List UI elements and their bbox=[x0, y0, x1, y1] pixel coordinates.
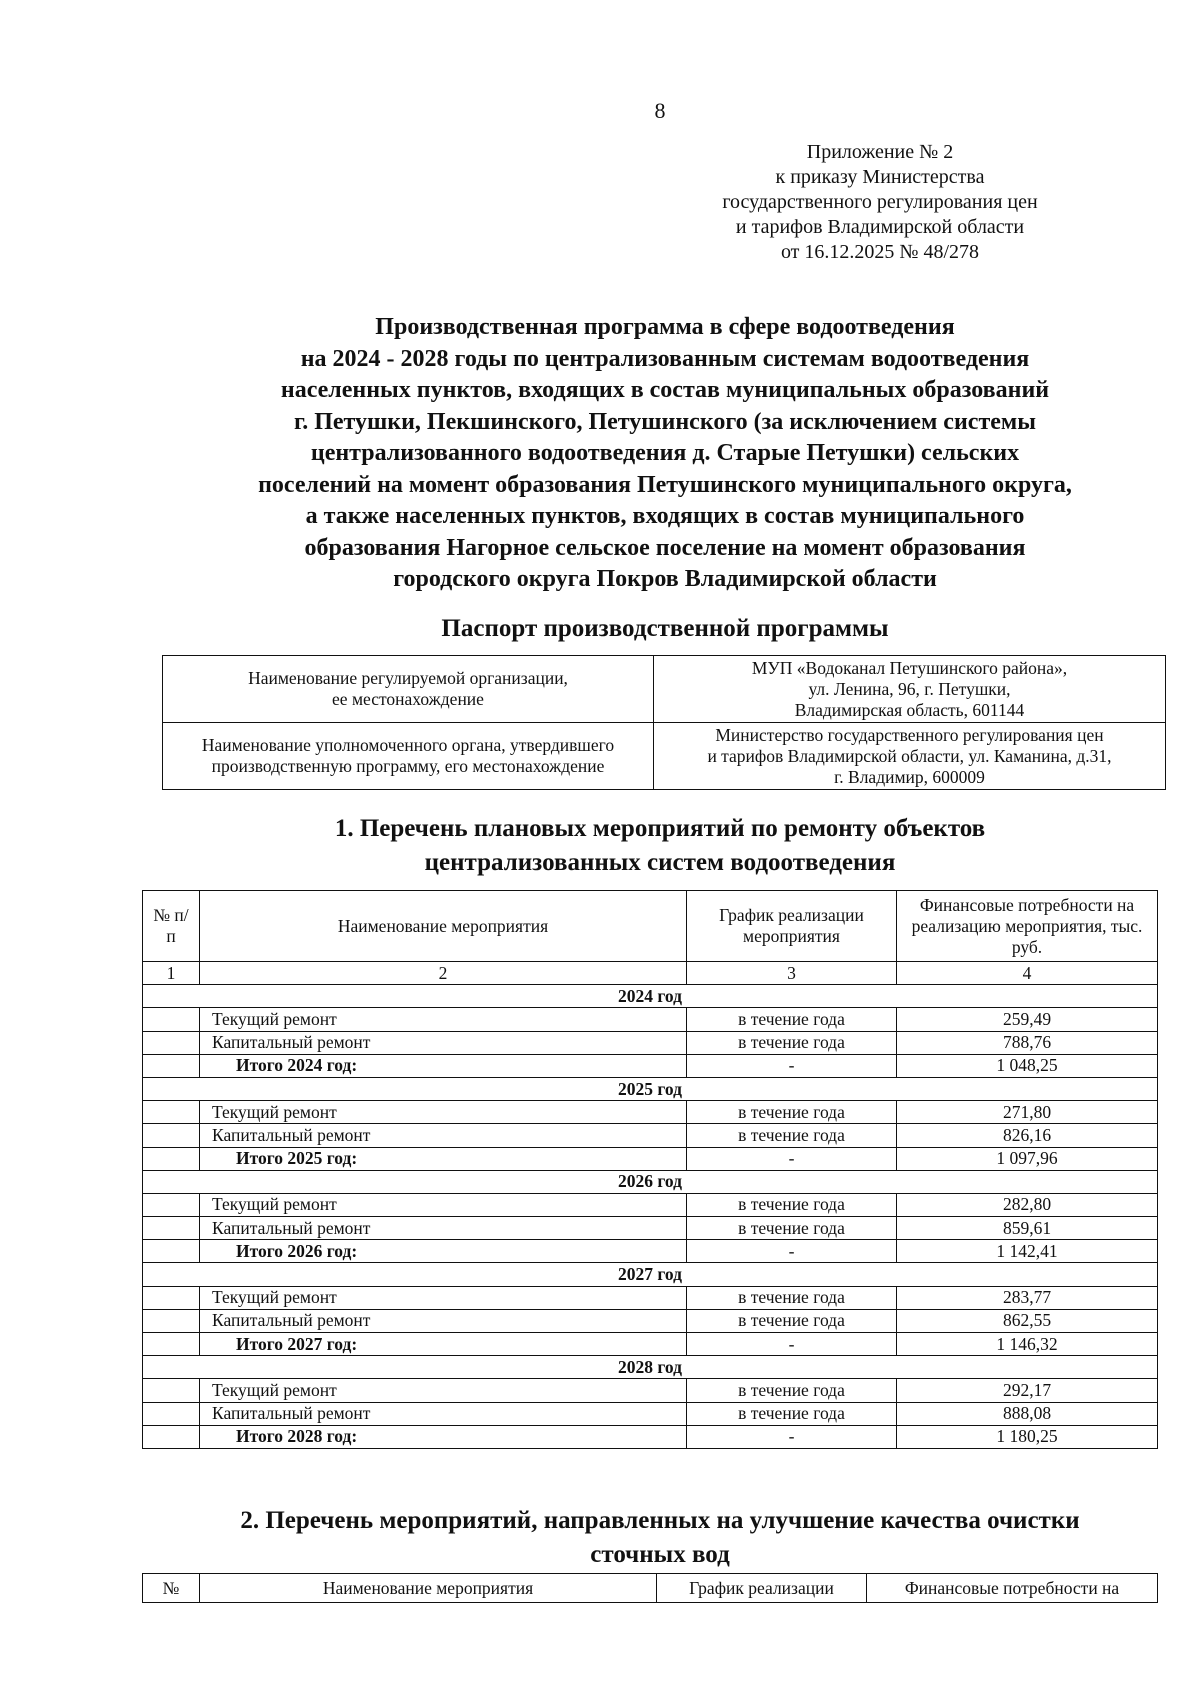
measure-name: Текущий ремонт bbox=[200, 1379, 687, 1402]
passport-row bbox=[163, 656, 1166, 723]
passport-value bbox=[654, 723, 1166, 790]
passport-label bbox=[163, 656, 654, 723]
table-row bbox=[143, 1008, 1158, 1031]
column-number: 3 bbox=[687, 962, 897, 985]
measure-amount: 282,80 bbox=[897, 1193, 1158, 1216]
measure-name: Текущий ремонт bbox=[200, 1286, 687, 1309]
table-row bbox=[143, 1402, 1158, 1425]
passport-title: Паспорт производственной программы bbox=[441, 615, 889, 642]
measure-schedule: в течение года bbox=[687, 1286, 897, 1309]
year-label: 2027 год bbox=[143, 1263, 1158, 1286]
table-row bbox=[143, 1031, 1158, 1054]
appendix-line: от 16.12.2025 № 48/278 bbox=[780, 241, 980, 263]
measure-schedule: в течение года bbox=[687, 1031, 897, 1054]
year-label: 2024 год bbox=[143, 985, 1158, 1008]
measure-amount: 859,61 bbox=[897, 1217, 1158, 1240]
passport-value-line: МУП «Водоканал Петушинского района», bbox=[751, 657, 1068, 678]
total-label: Итого 2026 год: bbox=[200, 1240, 687, 1263]
passport-label bbox=[163, 723, 654, 790]
row-number bbox=[143, 1286, 200, 1309]
measure-name: Капитальный ремонт bbox=[200, 1217, 687, 1240]
appendix-line: государственного регулирования цен bbox=[722, 191, 1038, 213]
passport-row bbox=[163, 723, 1166, 790]
table-row bbox=[143, 1217, 1158, 1240]
table-row bbox=[143, 1101, 1158, 1124]
passport-value-line: и тарифов Владимирской области, ул. Каманина, д.31, bbox=[707, 745, 1112, 766]
table-row bbox=[143, 1379, 1158, 1402]
measure-amount: 888,08 bbox=[897, 1402, 1158, 1425]
measure-amount: 283,77 bbox=[897, 1286, 1158, 1309]
row-number bbox=[143, 1379, 200, 1402]
appendix-line: Приложение № 2 bbox=[806, 141, 954, 163]
passport-value-line: г. Владимир, 600009 bbox=[834, 766, 985, 787]
measure-name: Капитальный ремонт bbox=[200, 1124, 687, 1147]
title-line: населенных пунктов, входящих в состав муниципальных образований bbox=[280, 377, 1050, 403]
measure-amount: 788,76 bbox=[897, 1031, 1158, 1054]
row-number bbox=[143, 1425, 200, 1448]
header-number: № bbox=[143, 1574, 200, 1603]
quality-measures-table bbox=[142, 1573, 1158, 1603]
passport-value bbox=[654, 656, 1166, 723]
measure-amount: 259,49 bbox=[897, 1008, 1158, 1031]
measure-schedule: в течение года bbox=[687, 1379, 897, 1402]
appendix-line: к приказу Министерства bbox=[775, 166, 985, 188]
row-number bbox=[143, 1402, 200, 1425]
header-number: № п/п bbox=[143, 891, 200, 962]
row-number bbox=[143, 1217, 200, 1240]
year-row bbox=[143, 1263, 1158, 1286]
passport-label-line: Наименование регулируемой организации, bbox=[248, 668, 568, 688]
passport-value-line: ул. Ленина, 96, г. Петушки, bbox=[808, 678, 1011, 699]
passport-value-line: Владимирская область, 601144 bbox=[794, 699, 1025, 720]
year-label: 2025 год bbox=[143, 1077, 1158, 1100]
measure-amount: 271,80 bbox=[897, 1101, 1158, 1124]
total-row bbox=[143, 1054, 1158, 1077]
total-row bbox=[143, 1240, 1158, 1263]
total-amount: 1 180,25 bbox=[897, 1425, 1158, 1448]
row-number bbox=[143, 1008, 200, 1031]
column-number: 2 bbox=[200, 962, 687, 985]
title-line: централизованного водоотведения д. Старые Петушки) сельских bbox=[310, 440, 1020, 466]
measure-name: Текущий ремонт bbox=[200, 1101, 687, 1124]
title-line: образования Нагорное сельское поселение на момент образования bbox=[304, 534, 1026, 561]
appendix-block bbox=[700, 140, 1060, 265]
title-line: поселений на момент образования Петушинского муниципального округа, bbox=[258, 471, 1072, 498]
document-title bbox=[150, 312, 1180, 596]
title-line: Производственная программа в сфере водоотведения bbox=[375, 314, 955, 340]
title-line: на 2024 - 2028 годы по централизованным системам водоотведения bbox=[300, 345, 1030, 372]
total-row bbox=[143, 1425, 1158, 1448]
measure-name: Капитальный ремонт bbox=[200, 1309, 687, 1332]
total-row bbox=[143, 1147, 1158, 1170]
row-number bbox=[143, 1193, 200, 1216]
total-schedule: - bbox=[687, 1147, 897, 1170]
measure-schedule: в течение года bbox=[687, 1309, 897, 1332]
column-number: 4 bbox=[897, 962, 1158, 985]
section1-title-line: централизованных систем водоотведения bbox=[424, 849, 896, 876]
total-row bbox=[143, 1333, 1158, 1356]
total-schedule: - bbox=[687, 1240, 897, 1263]
row-number bbox=[143, 1101, 200, 1124]
section2-title-line: 2. Перечень мероприятий, направленных на улучшение качества очистки bbox=[240, 1507, 1080, 1534]
year-label: 2028 год bbox=[143, 1356, 1158, 1379]
section1-title bbox=[260, 812, 1060, 880]
measure-name: Текущий ремонт bbox=[200, 1193, 687, 1216]
year-row bbox=[143, 1170, 1158, 1193]
year-label: 2026 год bbox=[143, 1170, 1158, 1193]
measure-schedule: в течение года bbox=[687, 1101, 897, 1124]
passport-label-line: Наименование уполномоченного органа, утвердившего bbox=[201, 735, 615, 755]
row-number bbox=[143, 1054, 200, 1077]
header-amount: Финансовые потребности на реализацию мероприятия, тыс. руб. bbox=[897, 891, 1158, 962]
table-row bbox=[143, 1124, 1158, 1147]
measure-amount: 862,55 bbox=[897, 1309, 1158, 1332]
passport-value-line: Министерство государственного регулирования цен bbox=[715, 724, 1104, 745]
header-amount: Финансовые потребности на bbox=[867, 1574, 1158, 1603]
measure-schedule: в течение года bbox=[687, 1193, 897, 1216]
column-number: 1 bbox=[143, 962, 200, 985]
total-label: Итого 2028 год: bbox=[200, 1425, 687, 1448]
table-row bbox=[143, 1193, 1158, 1216]
row-number bbox=[143, 1124, 200, 1147]
year-row bbox=[143, 985, 1158, 1008]
total-schedule: - bbox=[687, 1054, 897, 1077]
year-row bbox=[143, 1077, 1158, 1100]
total-label: Итого 2024 год: bbox=[200, 1054, 687, 1077]
measure-schedule: в течение года bbox=[687, 1217, 897, 1240]
measure-name: Текущий ремонт bbox=[200, 1008, 687, 1031]
row-number bbox=[143, 1309, 200, 1332]
column-number-row bbox=[143, 962, 1158, 985]
measure-amount: 292,17 bbox=[897, 1379, 1158, 1402]
total-schedule: - bbox=[687, 1425, 897, 1448]
passport-table bbox=[162, 655, 1166, 790]
row-number bbox=[143, 1333, 200, 1356]
appendix-line: и тарифов Владимирской области bbox=[735, 216, 1025, 238]
total-amount: 1 146,32 bbox=[897, 1333, 1158, 1356]
measure-schedule: в течение года bbox=[687, 1008, 897, 1031]
row-number bbox=[143, 1147, 200, 1170]
section2-title-line: сточных вод bbox=[590, 1541, 730, 1568]
total-label: Итого 2027 год: bbox=[200, 1333, 687, 1356]
table-row bbox=[143, 1286, 1158, 1309]
total-label: Итого 2025 год: bbox=[200, 1147, 687, 1170]
repair-measures-table bbox=[142, 890, 1158, 1449]
title-line: а также населенных пунктов, входящих в состав муниципального bbox=[305, 503, 1025, 529]
measure-amount: 826,16 bbox=[897, 1124, 1158, 1147]
measure-schedule: в течение года bbox=[687, 1124, 897, 1147]
total-amount: 1 142,41 bbox=[897, 1240, 1158, 1263]
measure-name: Капитальный ремонт bbox=[200, 1031, 687, 1054]
table-header-row bbox=[143, 1574, 1158, 1603]
passport-label-line: производственную программу, его местонахождение bbox=[211, 756, 605, 776]
header-schedule: График реализации мероприятия bbox=[687, 891, 897, 962]
header-schedule: График реализации bbox=[657, 1574, 867, 1603]
page-number: 8 bbox=[654, 98, 666, 123]
row-number bbox=[143, 1031, 200, 1054]
section1-title-line: 1. Перечень плановых мероприятий по ремонту объектов bbox=[334, 815, 986, 842]
table-row bbox=[143, 1309, 1158, 1332]
table-header-row bbox=[143, 891, 1158, 962]
title-line: городского округа Покров Владимирской области bbox=[393, 566, 937, 592]
measure-name: Капитальный ремонт bbox=[200, 1402, 687, 1425]
total-schedule: - bbox=[687, 1333, 897, 1356]
title-line: г. Петушки, Пекшинского, Петушинского (за исключением системы bbox=[294, 408, 1036, 435]
total-amount: 1 048,25 bbox=[897, 1054, 1158, 1077]
passport-label-line: ее местонахождение bbox=[332, 689, 484, 709]
header-name: Наименование мероприятия bbox=[200, 891, 687, 962]
row-number bbox=[143, 1240, 200, 1263]
total-amount: 1 097,96 bbox=[897, 1147, 1158, 1170]
header-name: Наименование мероприятия bbox=[200, 1574, 657, 1603]
measure-schedule: в течение года bbox=[687, 1402, 897, 1425]
year-row bbox=[143, 1356, 1158, 1379]
section2-title bbox=[140, 1504, 1180, 1572]
